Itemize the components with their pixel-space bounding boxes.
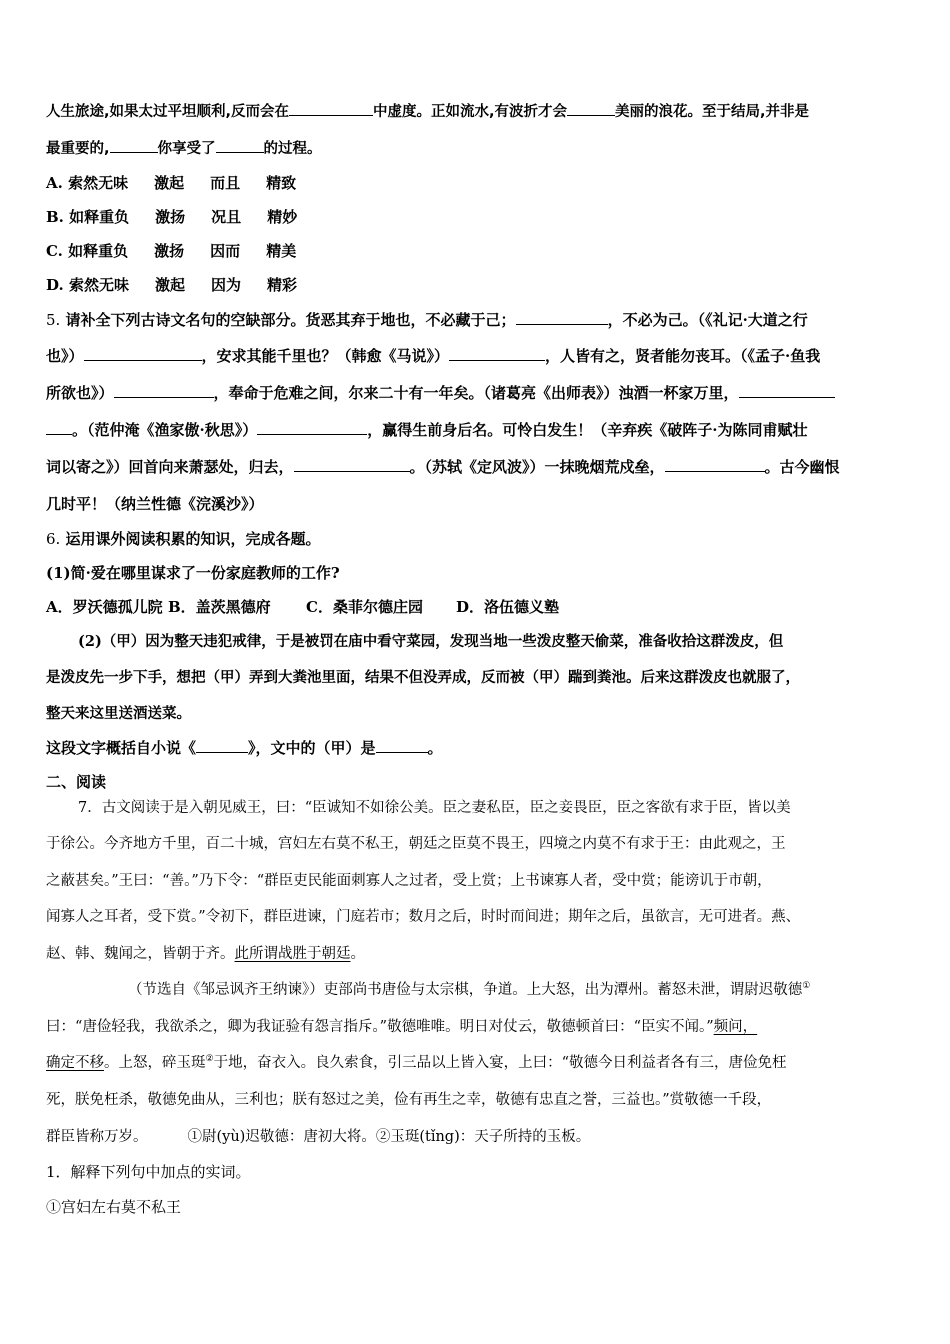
blank-4: [216, 138, 264, 153]
q4-text: 你享受了: [157, 141, 216, 157]
q7-para2-line-2: 曰：“唐俭轻我，我欲杀之，卿为我证验有怨言指斥。”敬德唯唯。明日对仗云，敬德顿首曰：“臣实不闻。”频问，: [46, 1019, 758, 1035]
q5-line-5: 词以寄之》）回首向来萧瑟处，归去， 。（苏轼《定风波》）一抹晚烟荒戍垒， 。古今幽恨: [46, 458, 840, 476]
footnote-mark: ①: [802, 981, 811, 992]
q4-text: 美丽的浪花。至于结局,并非是: [615, 104, 810, 120]
q4-line-1: [46, 101, 809, 123]
blank: [84, 346, 202, 361]
q7-para1-line-3: 之蔽甚矣。”王曰：“善。”乃下令：“群臣吏民能面刺寡人之过者，受上赏；上书谏寡人者，受中赏；能谤讥于市朝，: [46, 873, 772, 889]
q6-option-c: C．桑菲尔德庄园: [306, 598, 423, 616]
q6-title: 6. 运用课外阅读积累的知识，完成各题。: [46, 530, 321, 548]
q6-sub2-line-1: (2)（甲）因为整天违犯戒律，于是被罚在庙中看守菜园，发现当地一些泼皮整天偷菜，准备收拾这群泼皮，但: [78, 633, 784, 650]
blank: [376, 738, 428, 753]
q7-para1-line-4: 闻寡人之耳者，受下赏。”令初下，群臣进谏，门庭若市；数月之后，时时而间进；期年之后，虽欲言，无可进者。燕、: [46, 909, 801, 925]
q5-line-1: 5. 请补全下列古诗文名句的空缺部分。货恶其弃于地也，不必藏于己； ，不必为己。（《礼记·大道之行: [46, 311, 808, 329]
blank: [196, 738, 248, 753]
q7-para1-line-5: 赵、韩、魏闻之，皆朝于齐。此所谓战胜于朝廷。: [46, 946, 365, 962]
q4-option-d: D. 索然无味 激起 因为 精彩: [46, 276, 297, 294]
blank: [257, 420, 367, 435]
footnotes: ①尉(yù)迟敬德：唐初大将。②玉珽(tǐng)：天子所持的玉板。: [187, 1129, 591, 1145]
q7-para1-line-2: 于徐公。今齐地方千里，百二十城，宫妇左右莫不私王，朝廷之臣莫不畏王，四境之内莫不有求于王：由此观之，王: [46, 836, 786, 852]
underlined-sentence: 频问，: [713, 1019, 758, 1035]
q6-sub2-line-2: 是泼皮先一步下手，想把（甲）弄到大粪池里面，结果不但没弄成，反而被（甲）踹到粪池。后来这群泼皮也就服了，: [46, 669, 800, 686]
blank: [46, 420, 72, 435]
q7-para1-line-1: 7．古文阅读于是入朝见威王，曰：“臣诚知不如徐公美。臣之妻私臣，臣之妾畏臣，臣之客欲有求于臣，皆以美: [78, 800, 791, 816]
blank: [114, 383, 214, 398]
q7-para2-line-1: （节选自《邹忌讽齐王纳谏》）吏部尚书唐俭与太宗棋，争道。上大怒，出为潭州。蓄怒未泄，谓尉迟敬德①: [128, 981, 811, 998]
q7-para2-line-4: 死，朕免枉杀，敬德免曲从，三利也；朕有怒过之美，俭有再生之幸，敬德有忠直之誉，三益也。”赏敬德一千段，: [46, 1092, 772, 1108]
q6-option-a: A．罗沃德孤儿院: [46, 598, 163, 616]
q5-line-4: 。（范仲淹《渔家傲·秋思》） ，赢得生前身后名。可怜白发生！（辛弃疾《破阵子·为陈同甫赋壮: [46, 419, 807, 441]
q6-question: 这段文字概括自小说《 》，文中的（甲）是 。: [46, 739, 443, 757]
q4-text: 中虚度。正如流水,有波折才会: [373, 104, 568, 120]
blank-2: [567, 101, 615, 116]
underlined-sentence: 此所谓战胜于朝廷: [234, 946, 351, 962]
footnote-mark: ②: [205, 1054, 214, 1065]
q4-option-c: C. 如释重负 激扬 因而 精美: [46, 242, 297, 260]
blank-3: [110, 138, 158, 153]
q7-sub1-item1: ①宫妇左右莫不私王: [46, 1198, 182, 1216]
q4-text: 的过程。: [263, 141, 322, 157]
q4-option-b: B. 如释重负 激扬 况且 精妙: [46, 208, 298, 226]
q6-sub2-line-3: 整天来这里送酒送菜。: [46, 705, 191, 722]
q5-line-6: 几时平！（纳兰性德《浣溪沙》）: [46, 495, 264, 513]
q6-sub1: (1)简·爱在哪里谋求了一份家庭教师的工作?: [46, 564, 340, 582]
blank-1: [289, 101, 373, 116]
q7-para2-line-3: 确定不移。上怒，碎玉珽②于地，奋衣入。良久索食，引三品以上皆入宴，上曰：“敬德今日利益者各有三，唐俭免枉: [46, 1054, 787, 1071]
q6-option-b: B．盖茨黑德府: [168, 598, 271, 616]
underlined-sentence: 确定不移: [46, 1055, 104, 1071]
blank: [516, 310, 608, 325]
blank: [739, 383, 835, 398]
q4-text: 最重要的,: [46, 141, 110, 157]
q4-line-2: [46, 138, 322, 160]
blank: [294, 457, 410, 472]
q7-para2-line-5: 群臣皆称万岁。 ①尉(yù)迟敬德：唐初大将。②玉珽(tǐng)：天子所持的玉板。: [46, 1129, 591, 1145]
q5-line-3: 所欲也》） ，奉命于危难之间，尔来二十有一年矣。（诸葛亮《出师表》）浊酒一杯家万里，: [46, 382, 835, 404]
q6-option-d: D．洛伍德义塾: [456, 598, 560, 616]
blank: [449, 346, 545, 361]
q7-sub1-title: 1．解释下列句中加点的实词。: [46, 1163, 251, 1181]
blank: [665, 457, 765, 472]
q4-option-a: A. 索然无味 激起 而且 精致: [46, 174, 297, 192]
q4-text: 人生旅途,如果太过平坦顺利,反而会在: [46, 104, 290, 120]
q6-options: [46, 596, 559, 618]
q5-line-2: 也》） ，安求其能千里也？（韩愈《马说》） ，人皆有之，贤者能勿丧耳。（《孟子·鱼我: [46, 347, 821, 365]
section-heading: 二、阅读: [46, 773, 107, 791]
